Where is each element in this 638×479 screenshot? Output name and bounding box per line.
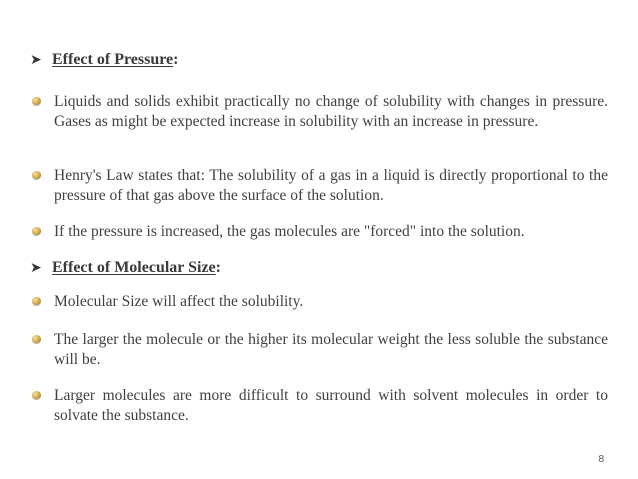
bullet-item [32, 330, 608, 370]
bullet-item [32, 222, 608, 242]
arrow-bullet-icon: ➤ [30, 52, 42, 68]
heading-colon: : [215, 259, 221, 276]
bullet-text: Molecular Size will affect the solubility. [54, 293, 304, 310]
bullet-text: Liquids and solids exhibit practically no change of solubility with changes in pressure. Gases as might be expected increase in solubility with an increase in pressure. [54, 93, 608, 130]
bullet-item [32, 92, 608, 132]
bullet-item [32, 166, 608, 206]
round-bullet-icon [32, 97, 41, 105]
round-bullet-icon [32, 297, 41, 305]
bullet-text: The larger the molecule or the higher its molecular weight the less soluble the substance will be. [54, 331, 608, 368]
bullet-text: Larger molecules are more difficult to surround with solvent molecules in order to solvate the substance. [54, 387, 608, 424]
section-heading-molecular-size [30, 258, 221, 278]
bullet-text: If the pressure is increased, the gas molecules are "forced" into the solution. [54, 223, 525, 240]
round-bullet-icon [32, 227, 41, 235]
page-number: 8 [598, 454, 604, 465]
round-bullet-icon [32, 335, 41, 343]
section-heading-pressure [30, 50, 178, 70]
round-bullet-icon [32, 171, 41, 179]
bullet-item [32, 386, 608, 426]
arrow-bullet-icon: ➤ [30, 260, 42, 276]
section-title: Effect of Molecular Size [52, 259, 216, 276]
bullet-text: Henry's Law states that: The solubility of a gas in a liquid is directly proportional to the pressure of that gas above the surface of the solution. [54, 167, 608, 204]
bullet-item [32, 292, 608, 312]
round-bullet-icon [32, 391, 41, 399]
heading-colon: : [173, 51, 179, 68]
section-title: Effect of Pressure [52, 51, 174, 68]
